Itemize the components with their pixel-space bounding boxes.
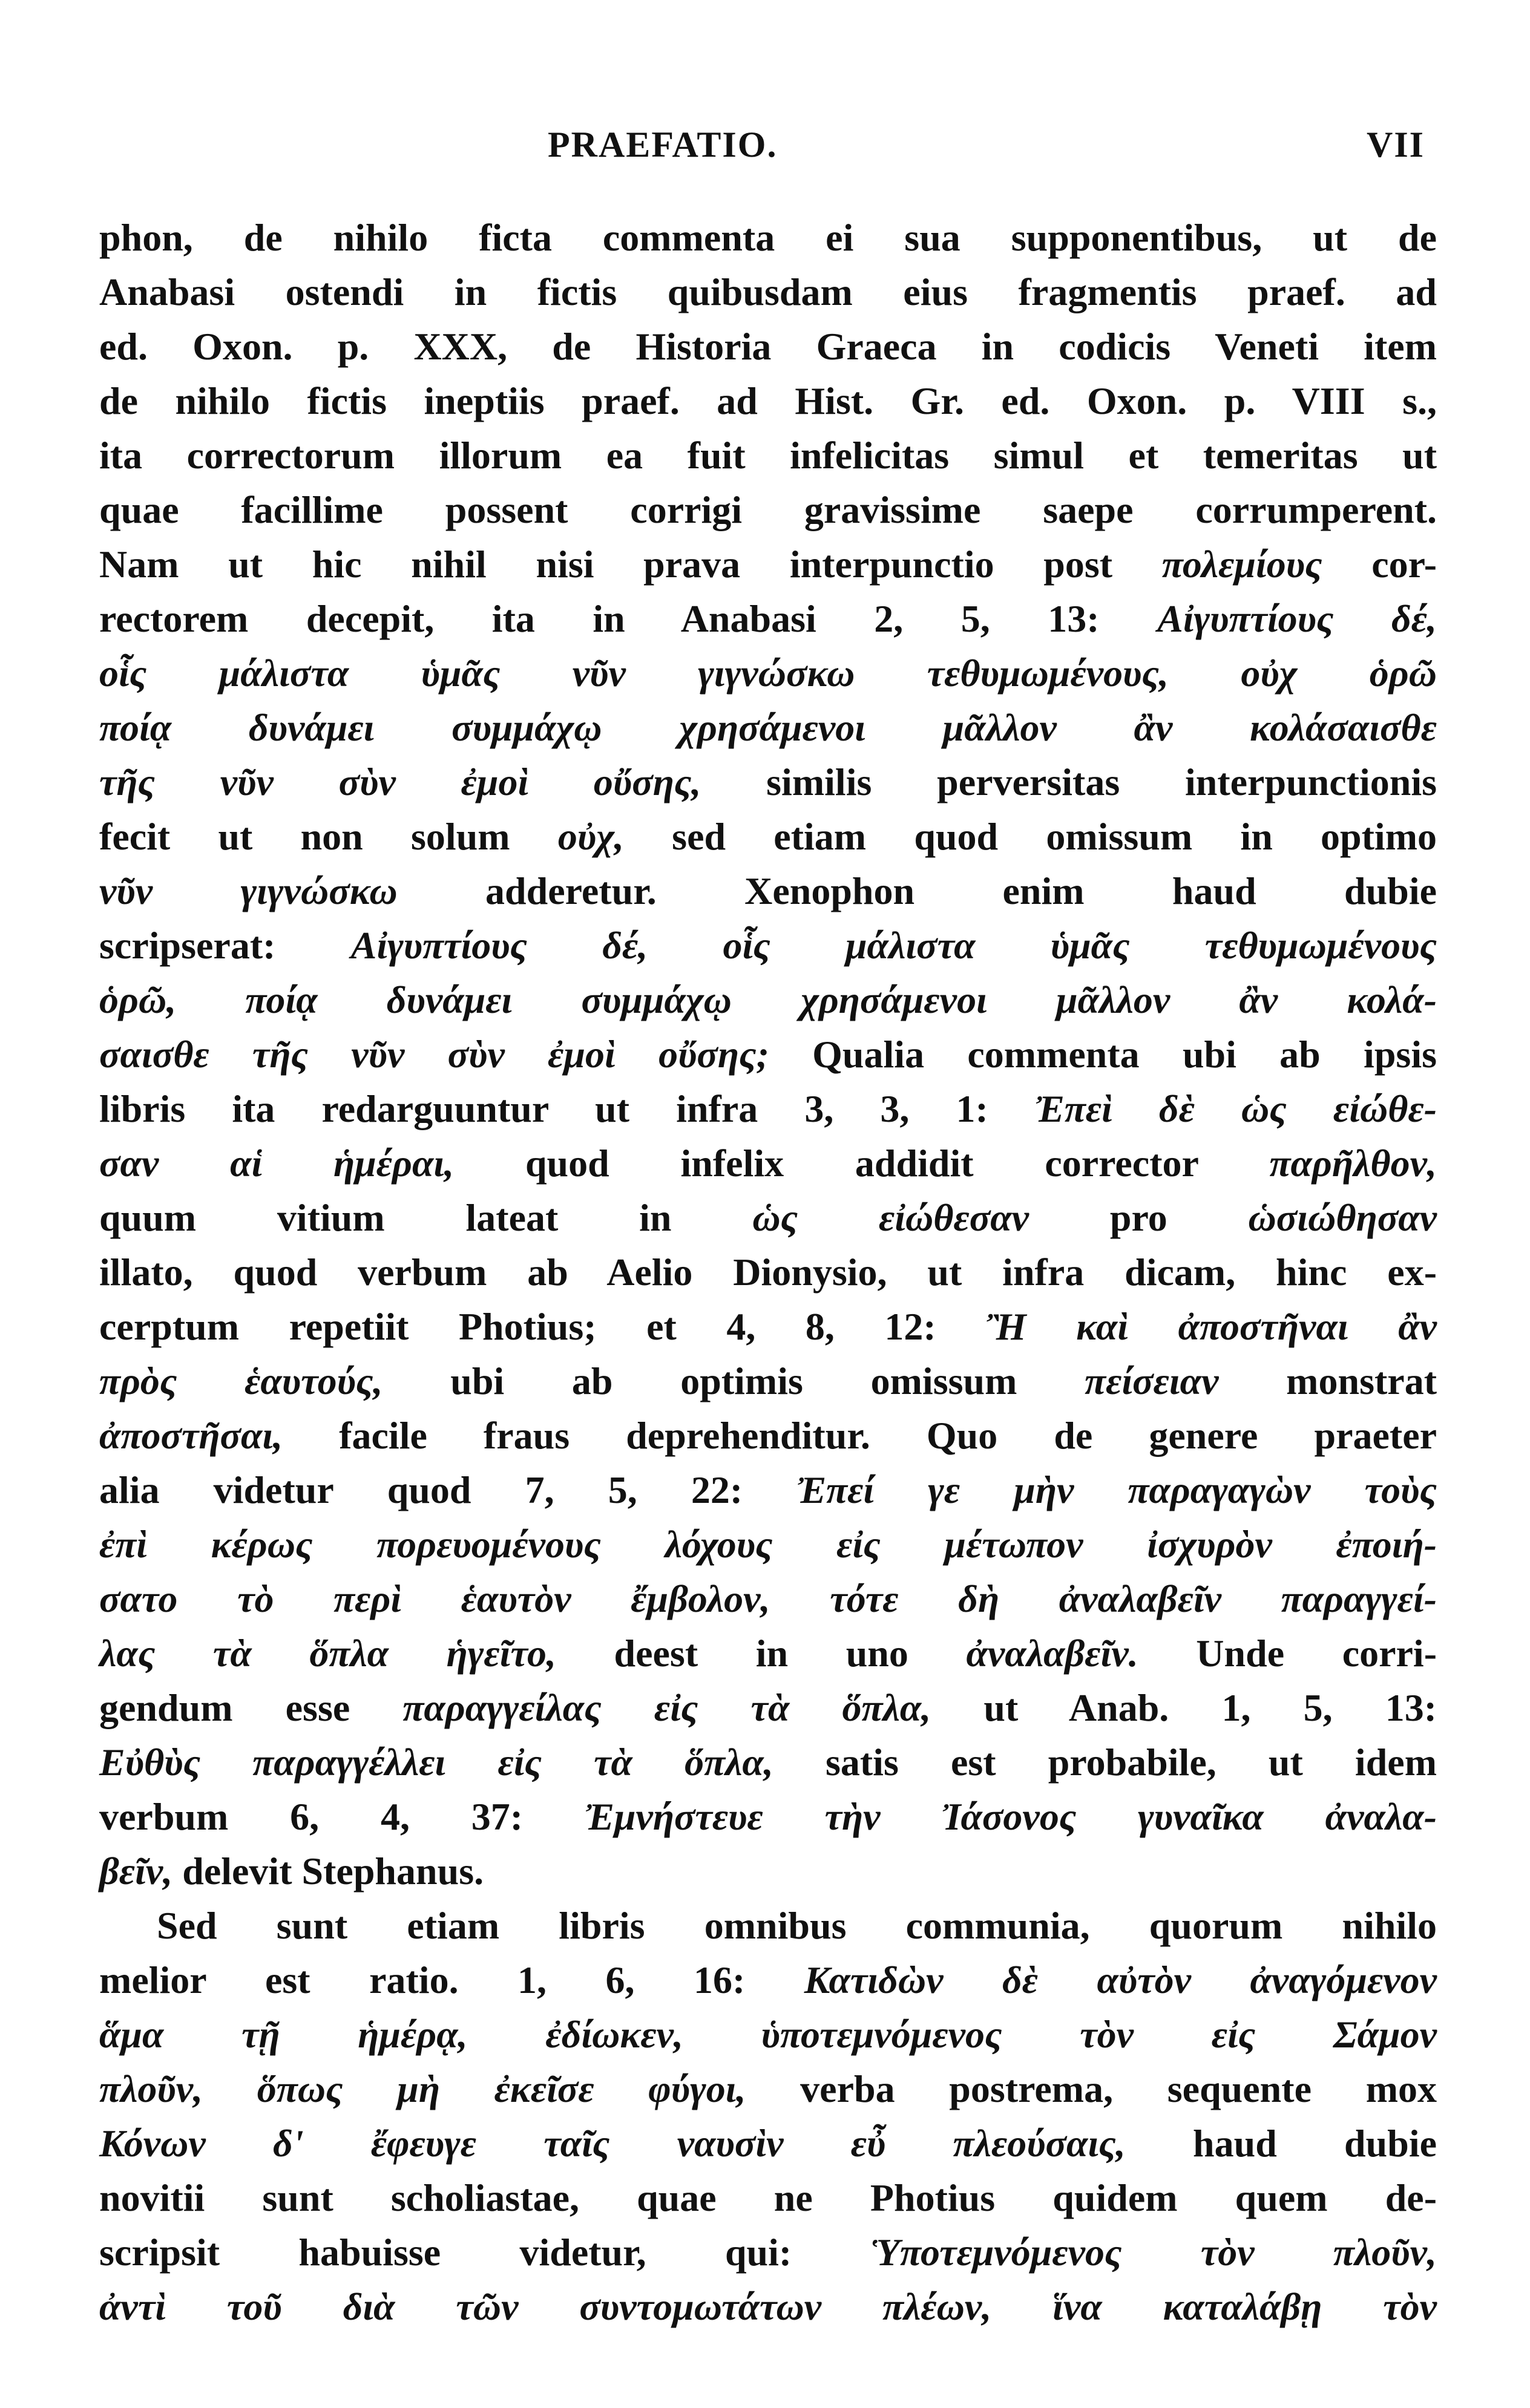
text-line: [99, 864, 1437, 918]
text-line: [99, 646, 1437, 701]
text-line: [99, 1354, 1437, 1408]
latin-text: delevit Stephanus.: [172, 1850, 484, 1893]
latin-text: haud dubie: [1125, 2122, 1437, 2165]
greek-quotation: ἅμα τῇ ἡμέρᾳ, ἐδίωκεν, ὑποτεμνόμενος τὸν εἰς Σάμον: [99, 2013, 1437, 2056]
greek-quotation: σατο τὸ περὶ ἑαυτὸν ἔμβολον, τότε δὴ ἀναλαβεῖν παραγγεί-: [99, 1577, 1437, 1620]
text-line: [99, 211, 1437, 265]
running-title: PRAEFATIO.: [548, 125, 778, 165]
latin-text: deest in uno: [556, 1632, 967, 1675]
text-line: [99, 2280, 1437, 2334]
greek-quotation: πρὸς ἑαυτούς,: [99, 1359, 383, 1402]
text-line: [99, 973, 1437, 1027]
latin-text: verba postrema, sequente mox: [746, 2067, 1437, 2110]
text-line: [99, 1136, 1437, 1191]
greek-quotation: πλοῦν, ὅπως μὴ ἐκεῖσε φύγοι,: [99, 2067, 746, 2110]
latin-text: fecit ut non solum: [99, 815, 558, 858]
text-line: [99, 1517, 1437, 1572]
latin-text: scripsit habuisse videtur, qui:: [99, 2231, 871, 2274]
text-line: [99, 319, 1437, 374]
greek-quotation: ὡσιώθησαν: [1248, 1196, 1437, 1239]
greek-quotation: Ἢ καὶ ἀποστῆναι ἂν: [986, 1305, 1437, 1348]
text-line: [99, 1899, 1437, 1953]
latin-text: satis est probabile, ut idem: [773, 1741, 1437, 1784]
text-line: [99, 537, 1437, 592]
greek-quotation: ὁρῶ, ποίᾳ δυνάμει συμμάχῳ χρησάμενοι μᾶλλον ἂν κολά-: [99, 978, 1437, 1021]
greek-quotation: ἐπὶ κέρως πορευομένους λόχους εἰς μέτωπον ἰσχυρὸν ἐποιή-: [99, 1523, 1437, 1566]
text-line: [99, 1191, 1437, 1245]
greek-quotation: Ἐμνήστευε τὴν Ἰάσονος γυναῖκα ἀναλα-: [584, 1795, 1437, 1838]
greek-quotation: Ἐπεί γε μὴν παραγαγὼν τοὺς: [796, 1468, 1437, 1511]
latin-text: Unde corri-: [1138, 1632, 1437, 1675]
latin-text: rectorem decepit, ita in Anabasi 2, 5, 13:: [99, 597, 1158, 640]
greek-quotation: Ὑποτεμνόμενος τὸν πλοῦν,: [870, 2231, 1437, 2274]
text-line: [99, 918, 1437, 973]
text-line: [99, 374, 1437, 428]
greek-quotation: Εὐθὺς παραγγέλλει εἰς τὰ ὅπλα,: [99, 1741, 773, 1784]
greek-quotation: ἀναλαβεῖν.: [966, 1632, 1138, 1675]
latin-text: quum vitium lateat in: [99, 1196, 753, 1239]
greek-quotation: Αἰγυπτίους δέ, οἷς μάλιστα ὑμᾶς τεθυμωμένους: [350, 924, 1437, 967]
latin-text: cerptum repetiit Photius; et 4, 8, 12:: [99, 1305, 987, 1348]
latin-text: libris ita redarguuntur ut infra 3, 3, 1:: [99, 1087, 1035, 1130]
latin-text: Nam ut hic nihil nisi prava interpunctio post: [99, 543, 1162, 586]
greek-quotation: τῆς νῦν σὺν ἐμοὶ οὔσης,: [99, 761, 701, 803]
greek-quotation: πολεμίους: [1161, 543, 1322, 586]
text-line: [99, 810, 1437, 864]
latin-text: cor-: [1322, 543, 1437, 586]
latin-text: ubi ab optimis omissum: [382, 1359, 1085, 1402]
latin-text: phon, de nihilo ficta commenta ei sua supponentibus, ut de: [99, 216, 1437, 259]
latin-text: verbum 6, 4, 37:: [99, 1795, 585, 1838]
greek-quotation: παρῆλθον,: [1269, 1142, 1437, 1185]
latin-text: illato, quod verbum ab Aelio Dionysio, ut infra dicam, hinc ex-: [99, 1251, 1437, 1294]
latin-text: novitii sunt scholiastae, quae ne Photius quidem quem de-: [99, 2176, 1437, 2219]
latin-text: alia videtur quod 7, 5, 22:: [99, 1468, 797, 1511]
greek-quotation: ἀποστῆσαι,: [99, 1414, 283, 1457]
text-line: [99, 2007, 1437, 2062]
greek-quotation: πείσειαν: [1085, 1359, 1219, 1402]
greek-quotation: νῦν γιγνώσκω: [99, 869, 398, 912]
greek-quotation: οἷς μάλιστα ὑμᾶς νῦν γιγνώσκω τεθυμωμένους, οὐχ ὁρῶ: [99, 652, 1437, 695]
greek-quotation: παραγγείλας εἰς τὰ ὅπλα,: [402, 1686, 931, 1729]
text-line: [99, 1408, 1437, 1463]
text-line: [99, 1953, 1437, 2007]
latin-text: quae facillime possent corrigi gravissime saepe corrumperent.: [99, 488, 1437, 531]
latin-text: ita correctorum illorum ea fuit infelicitas simul et temeritas ut: [99, 434, 1437, 477]
latin-text: Sed sunt etiam libris omnibus communia, quorum nihilo: [157, 1904, 1437, 1947]
latin-text: sed etiam quod omissum in optimo: [623, 815, 1437, 858]
text-line: [99, 1300, 1437, 1354]
text-line: [99, 265, 1437, 319]
greek-quotation: σαν αἱ ἡμέραι,: [99, 1142, 455, 1185]
text-line: [99, 1844, 1437, 1899]
greek-quotation: οὐχ,: [557, 815, 624, 858]
latin-text: similis perversitas interpunctionis: [701, 761, 1437, 803]
text-line: [99, 428, 1437, 483]
text-line: [99, 2225, 1437, 2280]
text-line: [99, 1082, 1437, 1136]
latin-text: Qualia commenta ubi ab ipsis: [769, 1033, 1437, 1076]
greek-quotation: Ἐπεὶ δὲ ὡς εἰώθε-: [1034, 1087, 1437, 1130]
greek-quotation: Αἰγυπτίους δέ,: [1157, 597, 1437, 640]
text-line: [99, 1681, 1437, 1735]
greek-quotation: Κόνων δ' ἔφευγε ταῖς ναυσὶν εὖ πλεούσαις,: [99, 2122, 1126, 2165]
greek-quotation: Κατιδὼν δὲ αὐτὸν ἀναγόμενον: [804, 1958, 1437, 2001]
latin-text: melior est ratio. 1, 6, 16:: [99, 1958, 804, 2001]
latin-text: gendum esse: [99, 1686, 403, 1729]
text-line: [99, 1572, 1437, 1626]
text-line: [99, 1626, 1437, 1681]
text-line: [99, 1027, 1437, 1082]
text-line: [99, 592, 1437, 646]
latin-text: quod infelix addidit corrector: [454, 1142, 1270, 1185]
latin-text: pro: [1029, 1196, 1249, 1239]
latin-text: monstrat: [1218, 1359, 1437, 1402]
page-number: VII: [1367, 125, 1425, 165]
greek-quotation: σαισθε τῆς νῦν σὺν ἐμοὶ οὔσης;: [99, 1033, 769, 1076]
text-line: [99, 2062, 1437, 2116]
latin-text: de nihilo fictis ineptiis praef. ad Hist. Gr. ed. Oxon. p. VIII s.,: [99, 379, 1437, 422]
text-line: [99, 2116, 1437, 2171]
latin-text: facile fraus deprehenditur. Quo de genere praeter: [283, 1414, 1437, 1457]
text-line: [99, 1245, 1437, 1300]
latin-text: Anabasi ostendi in fictis quibusdam eius fragmentis praef. ad: [99, 270, 1437, 313]
text-line: [99, 755, 1437, 810]
greek-quotation: βεῖν,: [99, 1850, 173, 1893]
text-line: [99, 1790, 1437, 1844]
body-text: [99, 211, 1437, 2334]
text-line: [99, 2171, 1437, 2225]
latin-text: ut Anab. 1, 5, 13:: [931, 1686, 1437, 1729]
latin-text: scripserat:: [99, 924, 351, 967]
text-line: [99, 1463, 1437, 1517]
greek-quotation: λας τὰ ὅπλα ἡγεῖτο,: [99, 1632, 556, 1675]
text-line: [99, 483, 1437, 537]
text-line: [99, 701, 1437, 755]
greek-quotation: ἀντὶ τοῦ διὰ τῶν συντομωτάτων πλέων, ἵνα καταλάβῃ τὸν: [99, 2285, 1437, 2328]
latin-text: adderetur. Xenophon enim haud dubie: [397, 869, 1437, 912]
greek-quotation: ποίᾳ δυνάμει συμμάχῳ χρησάμενοι μᾶλλον ἂν κολάσαισθε: [99, 706, 1437, 749]
text-line: [99, 1735, 1437, 1790]
greek-quotation: ὡς εἰώθεσαν: [752, 1196, 1029, 1239]
latin-text: ed. Oxon. p. XXX, de Historia Graeca in codicis Veneti item: [99, 325, 1437, 368]
